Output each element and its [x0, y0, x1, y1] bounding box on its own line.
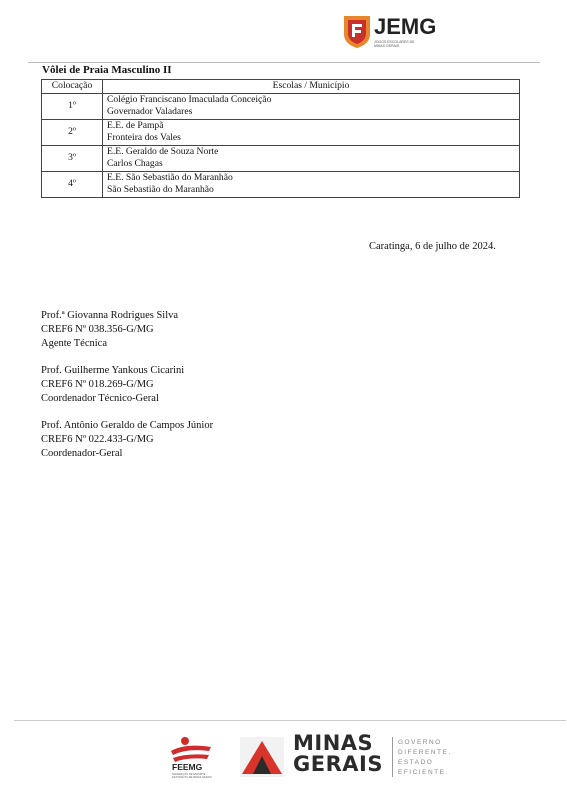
signatory-cref: CREF6 Nº 018.269-G/MG [41, 379, 154, 390]
school-cell [103, 145, 520, 171]
school-cell [103, 119, 520, 145]
placement-cell: 3º [42, 145, 103, 171]
footer-divider [14, 720, 566, 721]
results-table [41, 79, 520, 198]
school-name: E.E. Geraldo de Souza Norte [107, 145, 219, 157]
school-name: E.E. de Pampã [107, 119, 164, 131]
mg-line-minas: MINAS [293, 731, 374, 755]
school-name: E.E. São Sebastião do Maranhão [107, 171, 233, 183]
government-slogan [398, 738, 452, 778]
signatory-cref: CREF6 Nº 038.356-G/MG [41, 324, 154, 335]
table-row [42, 171, 520, 197]
header-divider [28, 62, 540, 63]
signatory-block [41, 364, 184, 406]
feemg-label: FEEMG [172, 762, 203, 772]
footer-logo-divider [392, 737, 393, 777]
slogan-line: DIFERENTE. [398, 749, 452, 756]
signatory-cref: CREF6 Nº 022.433-G/MG [41, 434, 154, 445]
document-title: Vôlei de Praia Masculino II [42, 64, 172, 76]
column-header-placement: Colocação [42, 80, 103, 94]
placement-cell: 4º [42, 171, 103, 197]
school-city: Fronteira dos Vales [107, 132, 181, 143]
signatory-name: Prof.ª Giovanna Rodrigues Silva [41, 310, 179, 321]
school-city: Governador Valadares [107, 106, 193, 117]
signatory-block [41, 309, 178, 351]
signatory-name: Prof. Antônio Geraldo de Campos Júnior [41, 420, 214, 431]
signatory-role: Coordenador Técnico-Geral [41, 393, 159, 404]
signatory-name: Prof. Guilherme Yankous Cicarini [41, 365, 185, 376]
jemg-logo-subtitle: JOGOS ESCOLARES DE MINAS GERAIS [374, 40, 415, 48]
feemg-subtitle: FEDERAÇÃO DE ESPORTE ESTUDANTIL DE MINAS GERAIS [172, 773, 212, 779]
slogan-line: ESTADO [398, 759, 434, 766]
school-city: Carlos Chagas [107, 158, 163, 169]
date-line: Caratinga, 6 de julho de 2024. [369, 241, 496, 252]
school-cell [103, 93, 520, 119]
school-city: São Sebastião do Maranhão [107, 184, 214, 195]
signatory-role: Agente Técnica [41, 338, 107, 349]
table-header-row [42, 80, 520, 94]
school-name: Colégio Franciscano Imaculada Conceição [107, 93, 272, 105]
placement-cell: 1º [42, 93, 103, 119]
slogan-line: GOVERNO [398, 739, 442, 746]
table-row [42, 119, 520, 145]
table-row [42, 93, 520, 119]
minas-gerais-triangle-icon [240, 737, 284, 777]
placement-cell: 2º [42, 119, 103, 145]
signatory-block [41, 419, 213, 461]
mg-line-gerais: GERAIS [293, 752, 383, 776]
school-cell [103, 171, 520, 197]
column-header-schools: Escolas / Município [103, 80, 520, 94]
jemg-logo-text: JEMG [374, 14, 437, 39]
table-row [42, 145, 520, 171]
signatory-role: Coordenador-Geral [41, 448, 123, 459]
minas-gerais-wordmark [293, 733, 383, 775]
slogan-line: EFICIENTE. [398, 769, 449, 776]
